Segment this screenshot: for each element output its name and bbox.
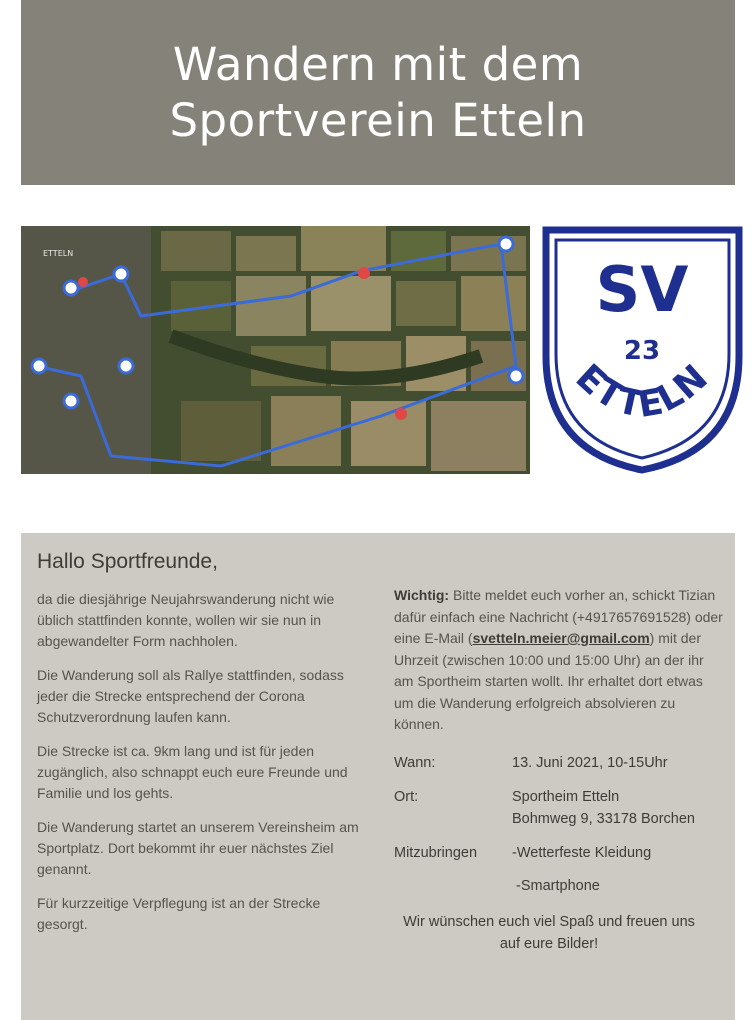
route-map	[21, 226, 530, 474]
club-logo	[540, 226, 745, 474]
bring-item-2: -Smartphone	[516, 877, 600, 894]
where-value-line-2: Bohmweg 9, 33178 Borchen	[512, 810, 695, 827]
when-value: 13. Juni 2021, 10-15Uhr	[512, 754, 668, 771]
map-town-label: ETTELN	[43, 249, 74, 258]
registration-note	[394, 585, 724, 736]
paragraph: Die Strecke ist ca. 9km lang und ist für jeden zugänglich, also schnappt euch eure Freunde und Familie und los gehts.	[37, 743, 348, 801]
closing-line-2: auf eure Bilder!	[499, 935, 599, 952]
paragraph: Für kurzzeitige Verpflegung ist an der Strecke gesorgt.	[37, 895, 321, 932]
title-line-2: Sportverein Etteln	[169, 93, 587, 147]
info-panel	[21, 533, 735, 1020]
logo-sv-text: SV	[595, 253, 689, 326]
paragraph: Die Wanderung startet an unserem Vereinsheim am Sportplatz. Dort bekommt ihr euer nächstes Ziel genannt.	[37, 819, 359, 877]
title-line-1: Wandern mit dem	[172, 37, 584, 91]
route-map-image	[21, 226, 530, 474]
paragraph: Die Wanderung soll als Rallye stattfinden, sodass jeder die Strecke entsprechend der Corona Schutzverordnung laufen kann.	[37, 667, 344, 725]
where-value	[512, 786, 724, 830]
where-row	[394, 786, 724, 830]
intro-text	[37, 589, 367, 948]
important-text-2: ) mit der Uhrzeit (zwischen 10:00 und 15:00 Uhr) an der ihr am Sportheim starten wollt. Ihr erhaltet dort etwas um die Wanderung erfolgreich absolvieren zu können.	[394, 630, 704, 732]
bring-item-1: -Wetterfeste Kleidung	[512, 844, 652, 861]
logo-etteln-text: ETTELN	[567, 356, 717, 427]
where-label: Ort:	[394, 788, 419, 805]
important-text-1: Bitte meldet euch vorher an, schickt Tizian dafür einfach eine Nachricht (+4917657691528) oder eine E-Mail (	[394, 587, 723, 646]
title-banner	[21, 0, 735, 185]
important-label: Wichtig:	[394, 587, 450, 603]
bring-row	[394, 842, 724, 864]
details	[394, 585, 724, 955]
bring-label: Mitzubringen	[394, 844, 478, 861]
logo-number: 23	[623, 336, 661, 366]
closing-message	[394, 911, 704, 955]
email-link[interactable]: svetteln.meier@gmail.com	[472, 630, 650, 646]
where-value-line-1: Sportheim Etteln	[512, 788, 620, 805]
greeting: Hallo Sportfreunde,	[37, 550, 218, 573]
closing-line-1: Wir wünschen euch viel Spaß und freuen uns	[403, 913, 695, 930]
when-row	[394, 752, 724, 774]
when-label: Wann:	[394, 754, 436, 771]
bring-row-2	[394, 875, 724, 897]
paragraph: da die diesjährige Neujahrswanderung nicht wie üblich stattfinden konnte, wollen wir sie nun in abgewandelter Form nachholen.	[37, 591, 335, 649]
